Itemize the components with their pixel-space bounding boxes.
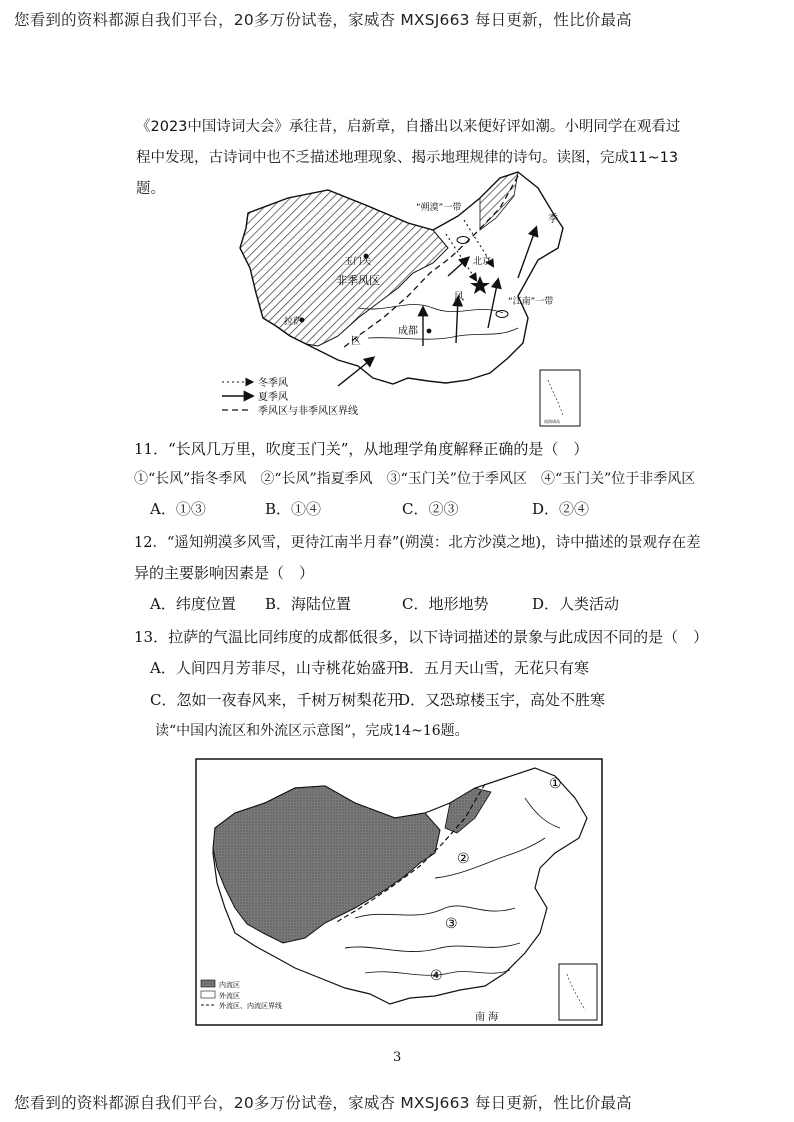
question-11-statements: ①“长风”指冬季风 ②“长风”指夏季风 ③“玉门关”位于季风区 ④“玉门关”位于非季风区 [134, 471, 696, 487]
q13-option-a: A．人间四月芳菲尽，山寺桃花始盛开 [150, 659, 401, 677]
header-banner: 您看到的资料都源自我们平台，20多万份试卷，家威杏 MXSJ663 每日更新，性比价最高 [14, 11, 632, 29]
question-11-stem: 11．“长风几万里，吹度玉门关”，从地理学角度解释正确的是（ ） [134, 440, 589, 458]
q12-option-b: B．海陆位置 [265, 595, 352, 613]
label-qu: 区 [351, 336, 361, 347]
label-shuomo: “朔漠”一带 [416, 203, 462, 213]
q13-option-b: B．五月天山雪，无花只有寒 [398, 659, 590, 677]
q11-option-d: D．②④ [532, 500, 590, 518]
label-ji: 季 [548, 214, 558, 225]
label-non-monsoon: 非季风区 [336, 274, 380, 287]
q12-option-d: D．人类活动 [532, 595, 620, 613]
label-chengdu: 成都 [398, 326, 418, 337]
intro-line-1: 《2023中国诗词大会》承往昔，启新章，自播出以来便好评如潮。小明同学在观看过 [136, 119, 681, 135]
legend-boundary: 季风区与非季风区界线 [258, 406, 358, 417]
legend-drainage-boundary: 外流区、内流区界线 [219, 1002, 282, 1010]
inset-label: 南海诸岛 [544, 419, 560, 424]
q11-option-b: B．①④ [265, 500, 322, 518]
map2-marker-4: ④ [430, 968, 443, 984]
label-jiangnan: “江南”一带 [508, 297, 554, 307]
legend-summer-monsoon: 夏季风 [258, 392, 288, 403]
drainage-map [195, 758, 603, 1026]
page-number: 3 [393, 1050, 402, 1065]
question-12-line-2: 异的主要影响因素是（ ） [134, 564, 315, 582]
monsoon-map [218, 168, 584, 430]
map2-marker-2: ② [457, 851, 470, 867]
label-feng: 风 [454, 292, 464, 303]
q12-option-a: A．纬度位置 [150, 595, 236, 613]
label-beijing: 北京 [473, 257, 492, 267]
q13-option-d: D．又恐琼楼玉宇，高处不胜寒 [398, 691, 606, 709]
intro-line-2: 程中发现，古诗词中也不乏描述地理现象、揭示地理规律的诗句。读图，完成11~13题。 [136, 150, 679, 197]
map1-legend [222, 376, 358, 417]
legend-exterior: 外流区 [219, 992, 240, 1000]
label-lasa: 拉萨 [284, 317, 303, 327]
legend-inland: 内流区 [219, 981, 240, 989]
intro-2: 读“中国内流区和外流区示意图”，完成14~16题。 [155, 723, 469, 739]
footer-banner: 您看到的资料都源自我们平台，20多万份试卷，家威杏 MXSJ663 每日更新，性比价最高 [14, 1094, 632, 1112]
label-yumenguan: 玉门关 [344, 257, 372, 267]
map2-sea-label: 南 海 [475, 1012, 499, 1023]
question-12-line-1: 12．“遥知朔漠多风雪，更待江南半月春”(朔漠：北方沙漠之地)，诗中描述的景观存在差 [134, 535, 701, 551]
q11-option-c: C．②③ [402, 500, 459, 518]
legend-winter-monsoon: 冬季风 [258, 378, 288, 389]
q12-option-c: C．地形地势 [402, 595, 489, 613]
q11-option-a: A．①③ [150, 500, 206, 518]
question-13-stem: 13．拉萨的气温比同纬度的成都低很多，以下诗词描述的景象与此成因不同的是（ ） [134, 628, 709, 646]
map2-marker-1: ① [549, 776, 562, 792]
q13-option-c: C．忽如一夜春风来，千树万树梨花开 [150, 691, 402, 709]
map2-marker-3: ③ [445, 916, 458, 932]
